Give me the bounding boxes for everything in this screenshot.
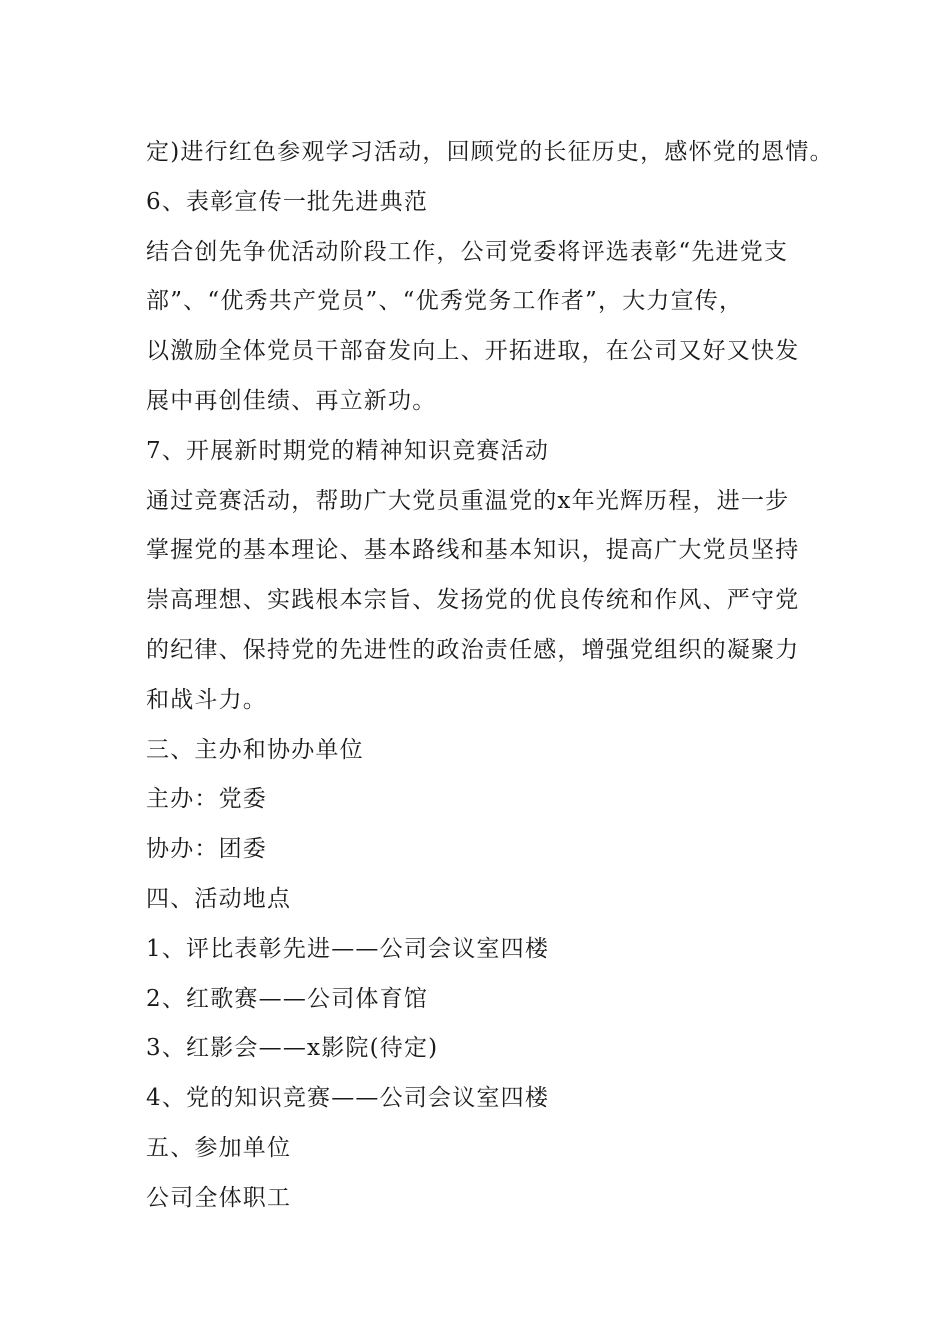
participants-line: 公司全体职工: [146, 1184, 292, 1211]
location-item: 4、党的知识竞赛——公司会议室四楼: [146, 1085, 550, 1112]
location-item: 2、红歌赛——公司体育馆: [146, 985, 429, 1012]
paragraph-line: 和战斗力。: [146, 686, 267, 713]
host-line: 主办：党委: [146, 786, 267, 813]
co-host-line: 协办：团委: [146, 836, 267, 863]
paragraph-line: 通过竞赛活动，帮助广大党员重温党的x年光辉历程，进一步: [146, 487, 790, 514]
paragraph-line: 的纪律、保持党的先进性的政治责任感，增强党组织的凝聚力: [146, 636, 800, 663]
paragraph-line: 以激励全体党员干部奋发向上、开拓进取，在公司又好又快发: [146, 338, 800, 365]
paragraph-line: 部”、“优秀共产党员”、“优秀党务工作者”，大力宣传，: [146, 288, 744, 315]
section-heading: 三、主办和协办单位: [146, 736, 364, 763]
section-heading: 6、表彰宣传一批先进典范: [146, 188, 429, 215]
document-body: [146, 128, 846, 1224]
paragraph-line: 定)进行红色参观学习活动，回顾党的长征历史，感怀党的恩情。: [146, 139, 834, 165]
section-heading: 五、参加单位: [146, 1134, 292, 1161]
section-heading: 四、活动地点: [146, 885, 292, 912]
section-heading: 7、开展新时期党的精神知识竞赛活动: [146, 437, 550, 464]
location-item: 3、红影会——x影院(待定): [146, 1035, 439, 1062]
paragraph-line: 掌握党的基本理论、基本路线和基本知识，提高广大党员坚持: [146, 537, 800, 564]
paragraph-line: 展中再创佳绩、再立新功。: [146, 387, 437, 414]
paragraph-line: 崇高理想、实践根本宗旨、发扬党的优良传统和作风、严守党: [146, 587, 800, 614]
paragraph-line: 结合创先争优活动阶段工作，公司党委将评选表彰“先进党支: [146, 238, 789, 265]
location-item: 1、评比表彰先进——公司会议室四楼: [146, 935, 550, 962]
